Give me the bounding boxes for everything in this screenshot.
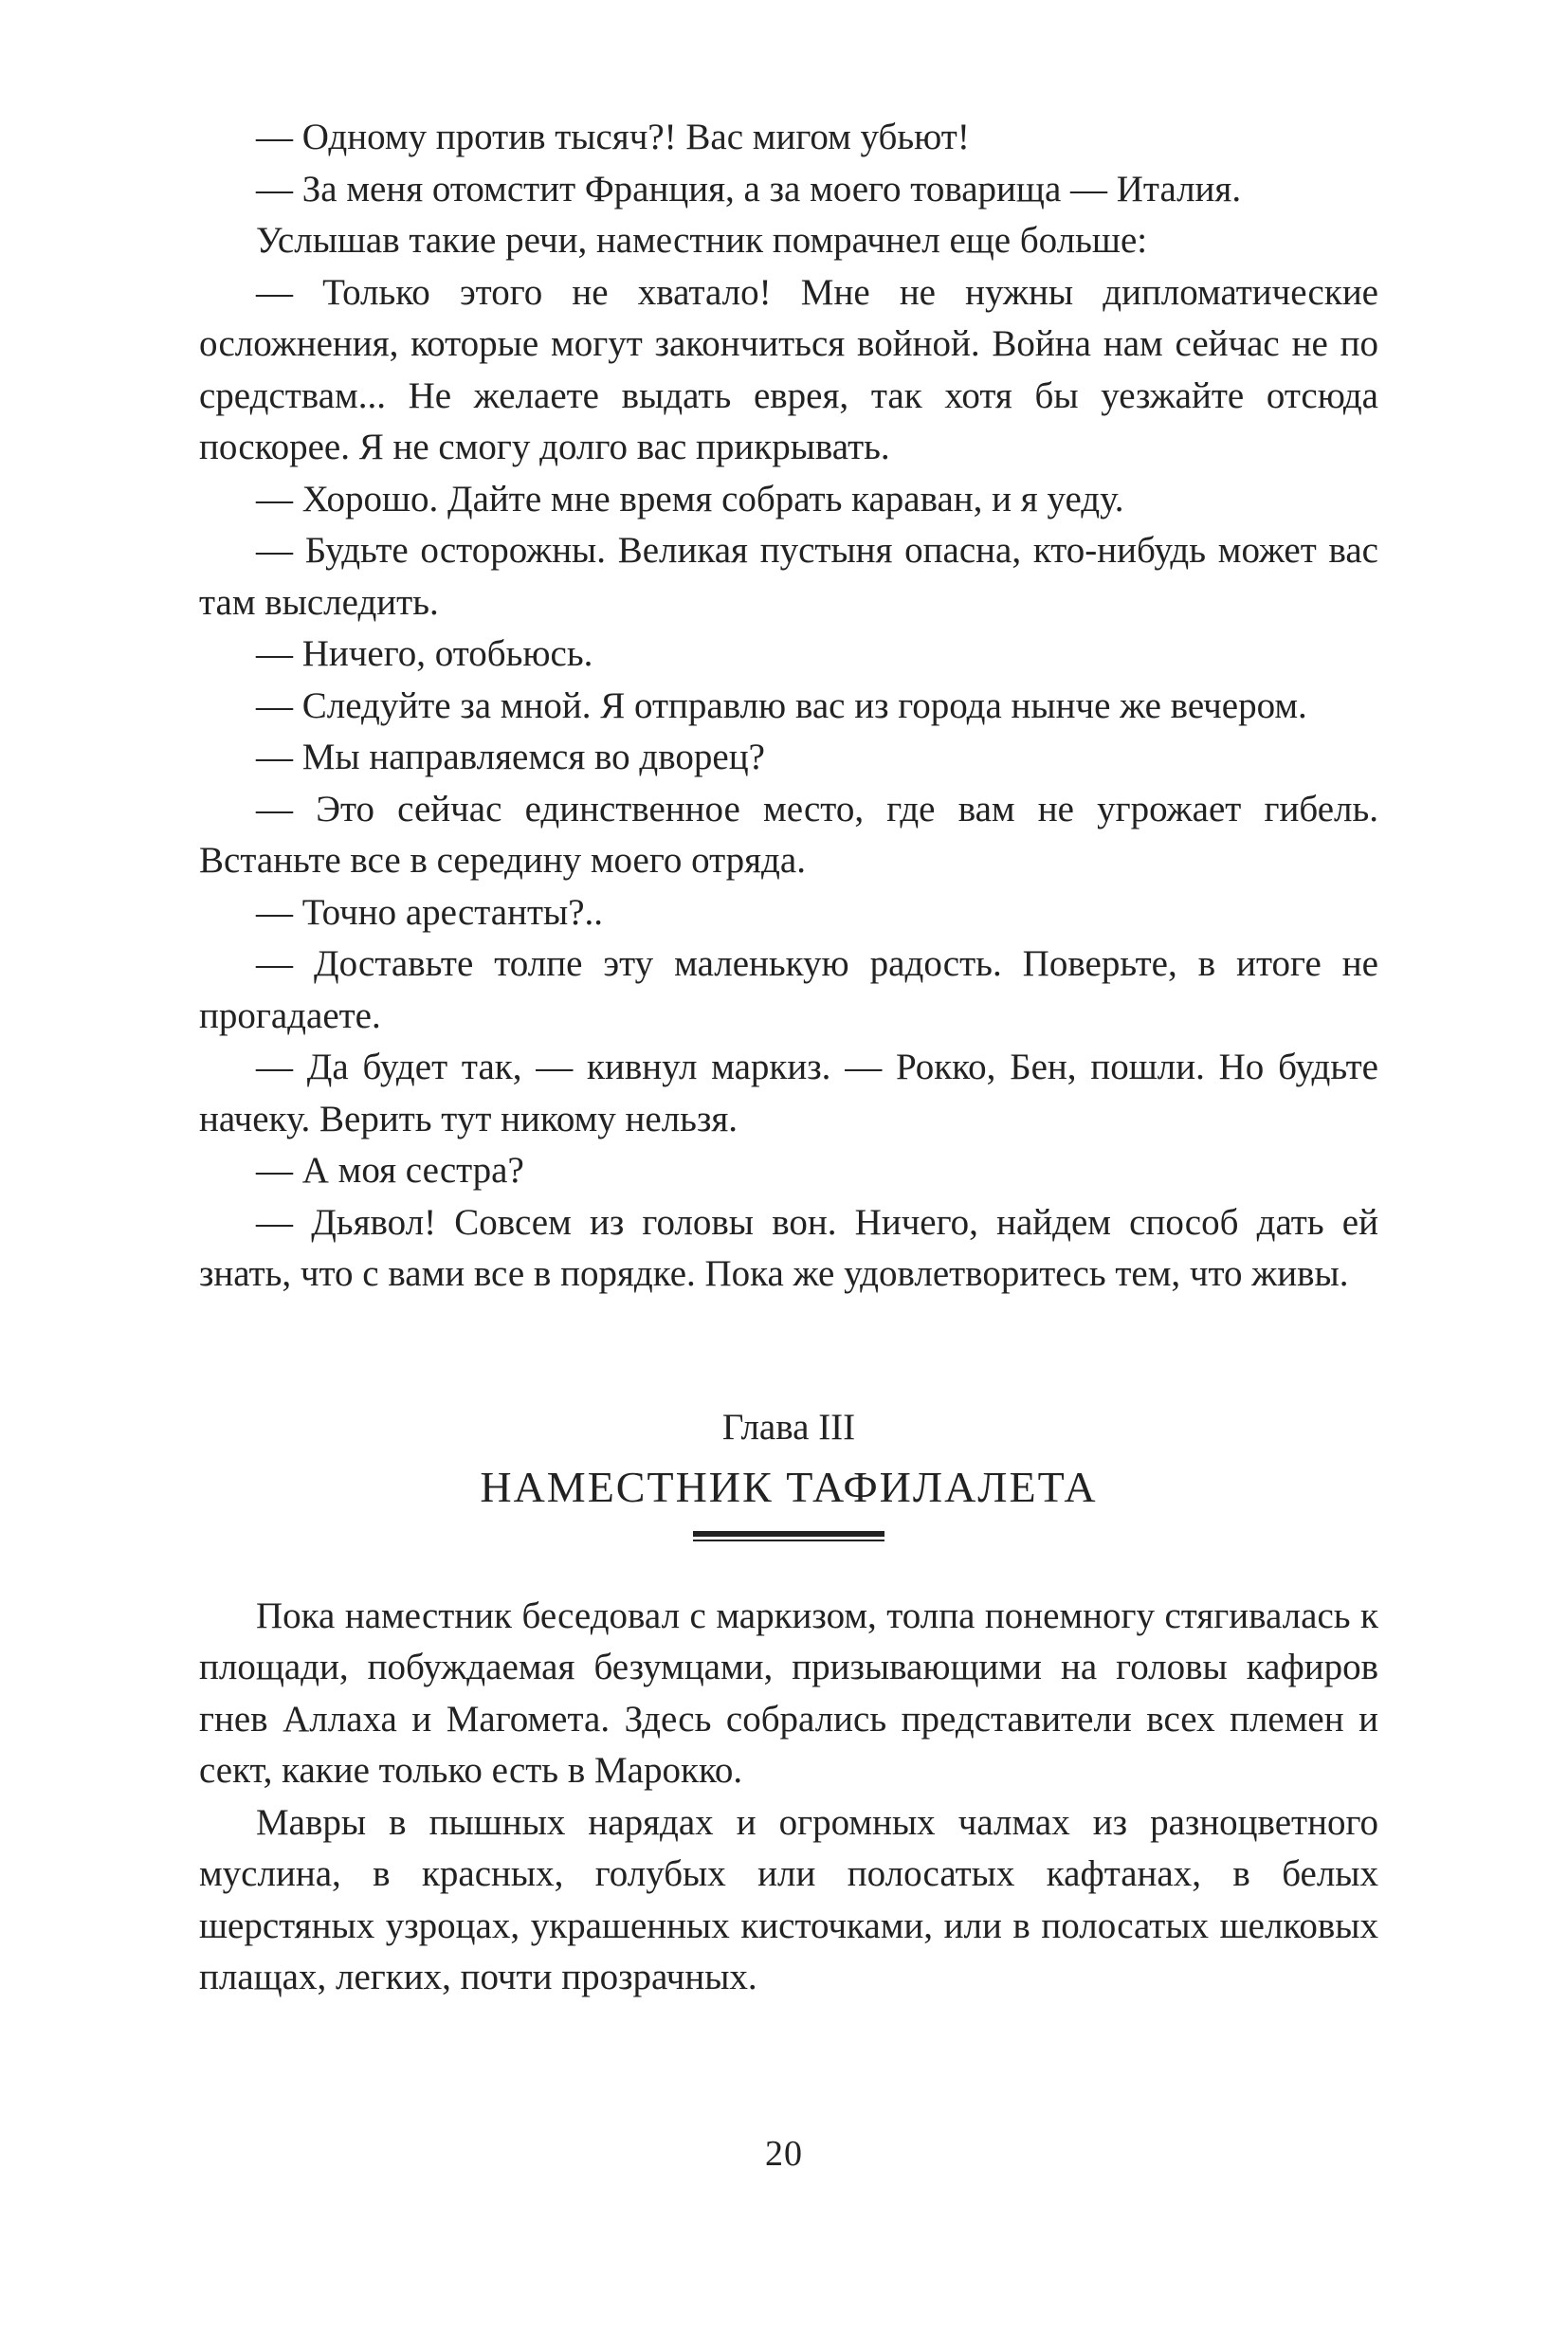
paragraph: — Одному против тысяч?! Вас мигом убьют! (256, 117, 970, 157)
dialogue-section (199, 112, 1378, 1301)
paragraph: — За меня отомстит Франция, а за моего товарища — Италия. (256, 168, 1242, 210)
page-number: 20 (765, 2134, 803, 2174)
paragraph: Пока наместник беседовал с маркизом, толпа понемногу стягивалась к площади, побуждаемая безумцами, призывающими на головы кафиров гнев Аллаха и Магомета. Здесь собрались представители всех племен и сект, какие только есть в Марокко. (199, 1595, 1378, 1791)
paragraph: — А моя сестра? (256, 1150, 524, 1191)
chapter-heading (199, 1402, 1378, 1541)
paragraph: — Хорошо. Дайте мне время собрать караван, и я уеду. (256, 478, 1124, 519)
paragraph: Мавры в пышных нарядах и огромных чалмах из разноцветного муслина, в красных, голубых или полосатых кафтанах, в белых шерстяных узроцах, украшенных кисточками, или в полосатых шелковых плащах, легких, почти прозрачных. (199, 1801, 1378, 1997)
paragraph: — Мы направляемся во дворец? (256, 737, 765, 777)
paragraph: — Это сейчас единственное место, где вам не угрожает гибель. Встаньте все в середину моего отряда. (199, 788, 1378, 881)
paragraph: — Точно арестанты?.. (256, 891, 604, 933)
paragraph: — Доставьте толпе эту маленькую радость. Поверьте, в итоге не прогадаете. (199, 943, 1378, 1036)
divider-thin-line (693, 1540, 884, 1541)
paragraph: — Ничего, отобьюсь. (256, 633, 593, 674)
paragraph: — Только этого не хватало! Мне не нужны дипломатические осложнения, которые могут закончиться войной. Война нам сейчас не по средствам... Не желаете выдать еврея, так хотя бы уезжайте отсюда поскорее. Я не смогу долго вас прикрывать. (199, 271, 1378, 467)
paragraph: — Будьте осторожны. Великая пустыня опасна, кто-нибудь может вас там выследить. (199, 530, 1378, 623)
paragraph: Услышав такие речи, наместник помрачнел еще больше: (256, 220, 1148, 261)
paragraph: — Дьявол! Совсем из головы вон. Ничего, найдем способ дать ей знать, что с вами все в порядке. Пока же удовлетворитесь тем, что живы. (199, 1201, 1378, 1294)
paragraph: — Да будет так, — кивнул маркиз. — Рокко, Бен, пошли. Но будьте начеку. Верить тут никому нельзя. (199, 1047, 1378, 1139)
chapter-title: НАМЕСТНИК ТАФИЛАЛЕТА (480, 1462, 1098, 1511)
paragraph: — Следуйте за мной. Я отправлю вас из города нынче же вечером. (256, 684, 1307, 726)
chapter-divider (693, 1531, 884, 1541)
chapter-number: Глава III (721, 1406, 856, 1448)
chapter-body (199, 1591, 1378, 2004)
page-text-block (199, 112, 1378, 2004)
divider-thick-line (693, 1531, 884, 1537)
